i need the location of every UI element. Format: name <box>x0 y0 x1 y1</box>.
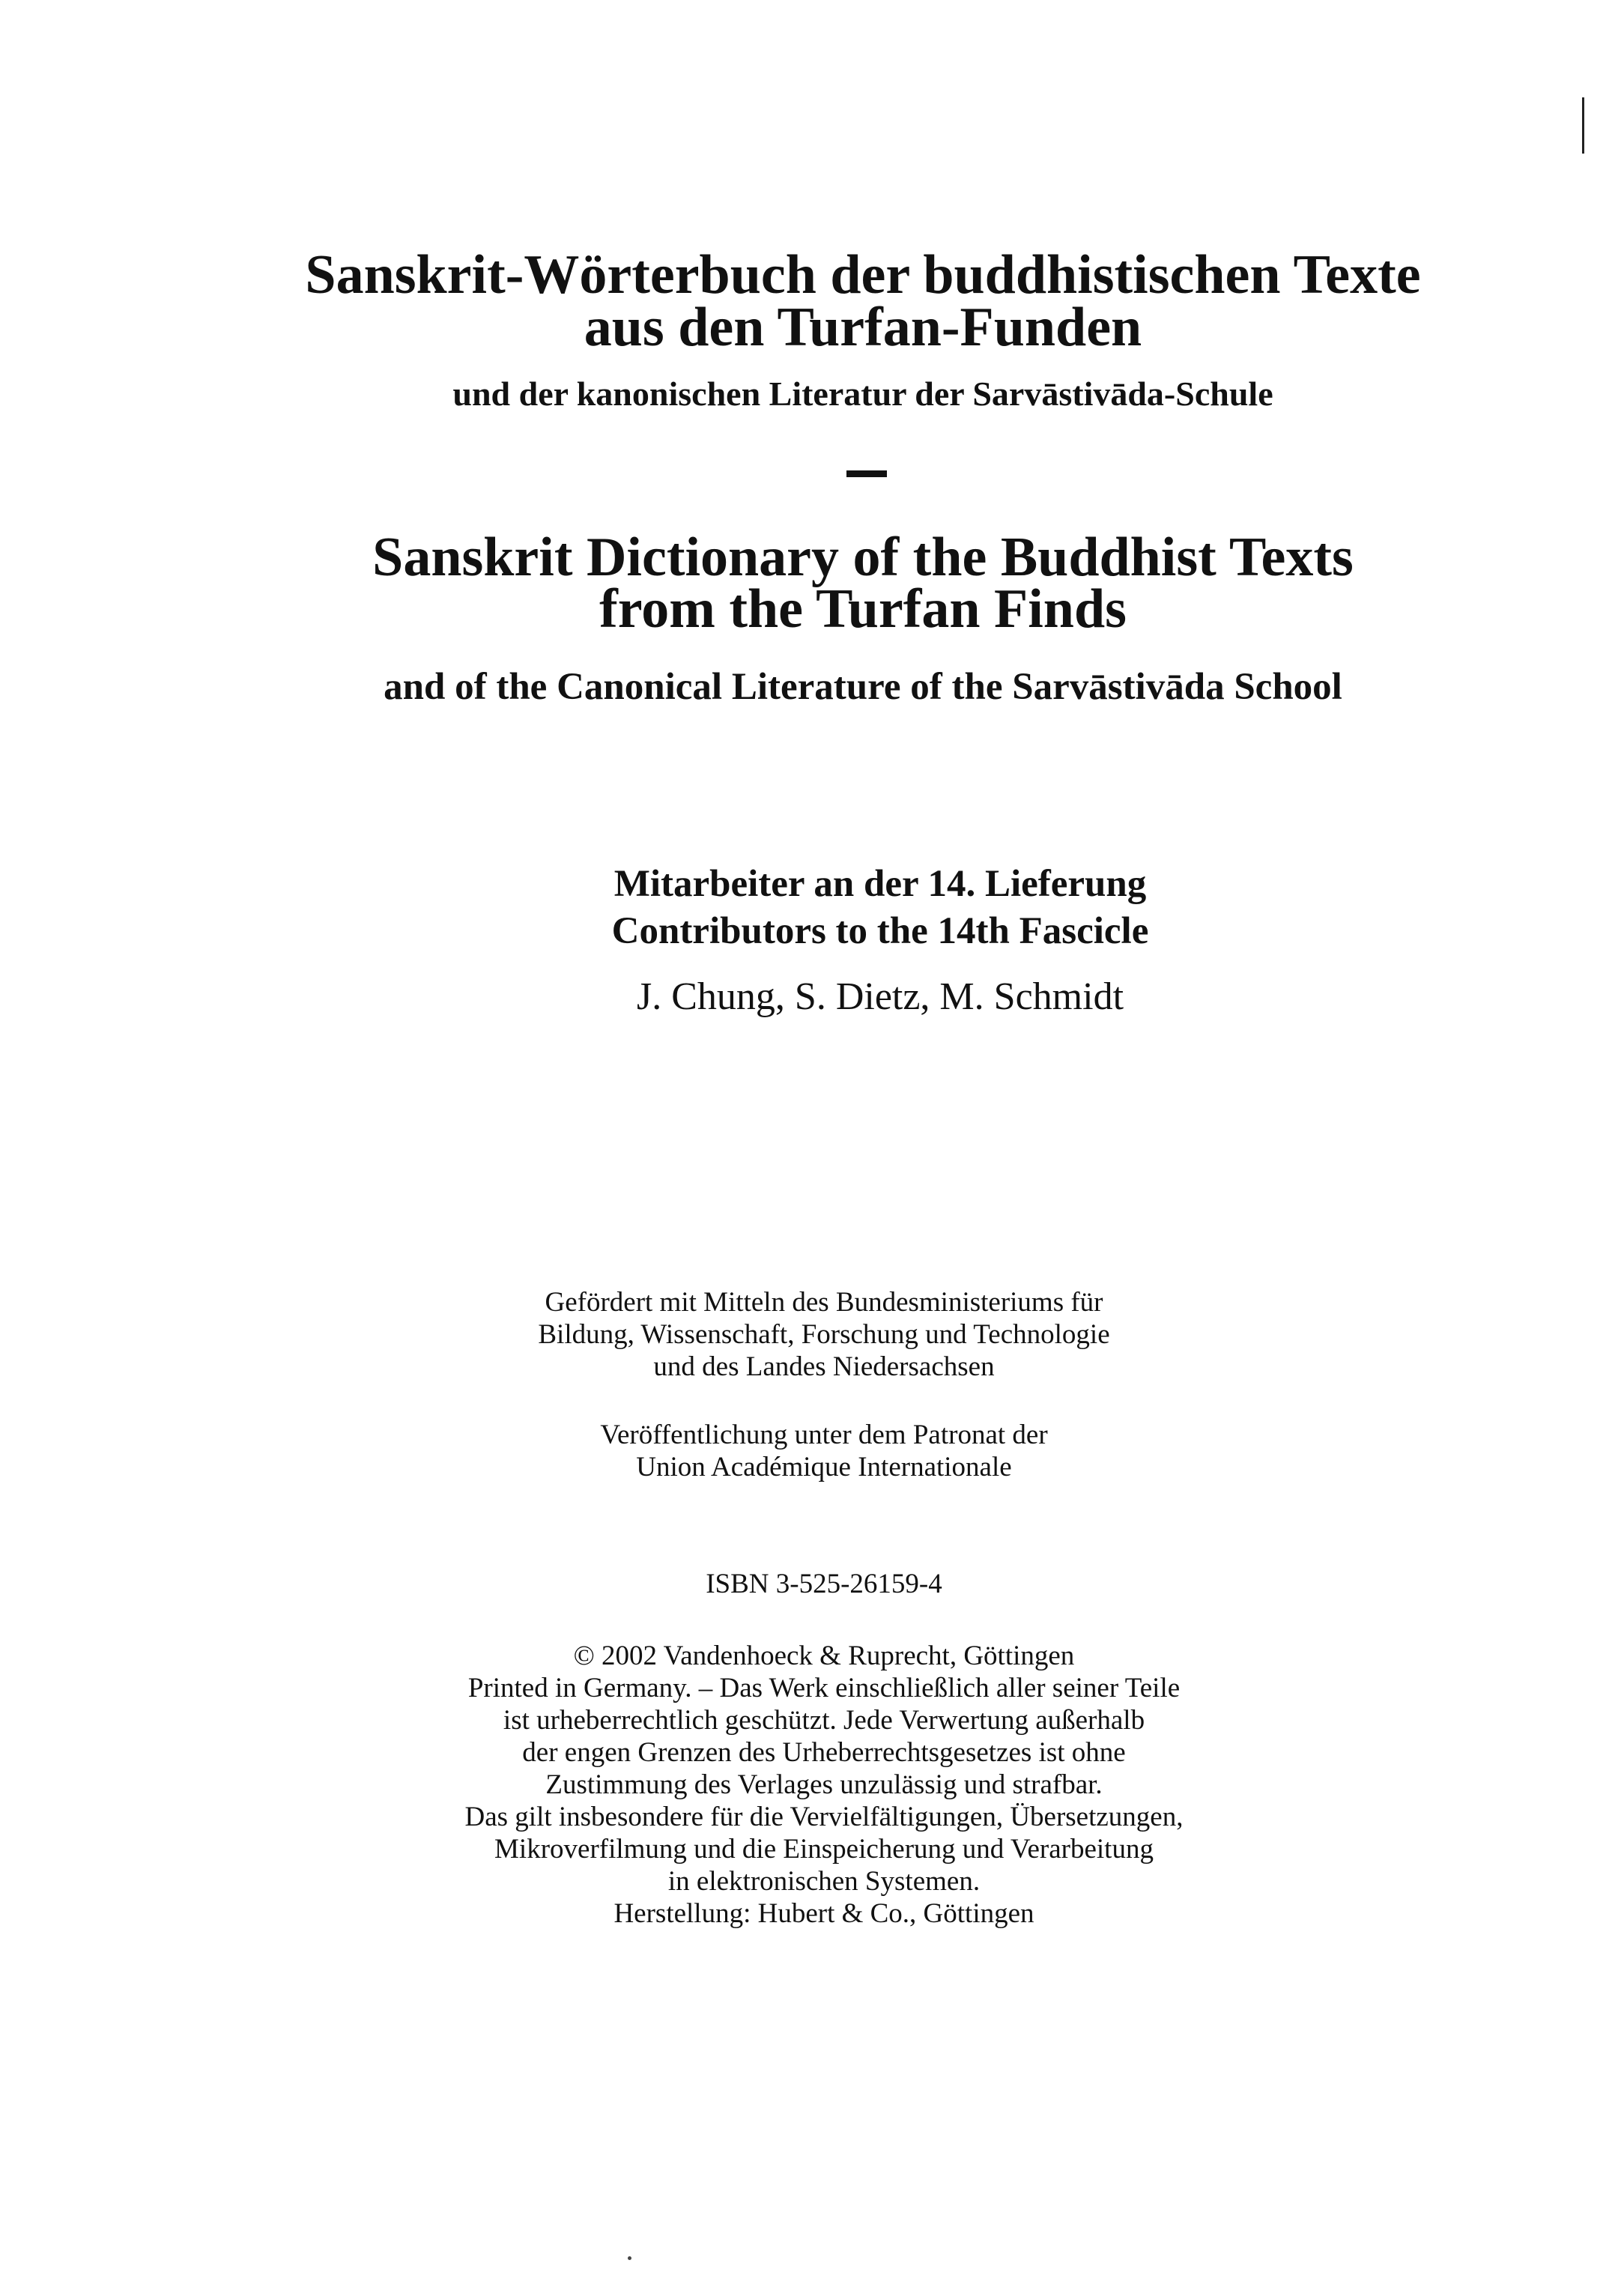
copyright-line-2: Printed in Germany. – Das Werk einschließlich aller seiner Teile <box>467 1673 1181 1703</box>
title-separator-dash <box>846 470 887 477</box>
funding-line-3: und des Landes Niedersachsen <box>653 1351 995 1382</box>
title-en-line-1: Sanskrit Dictionary of the Buddhist Texts <box>372 527 1354 588</box>
copyright-line-3: ist urheberrechtlich geschützt. Jede Verwertung außerhalb <box>503 1705 1145 1736</box>
margin-scan-mark <box>1582 97 1584 154</box>
copyright-line-1: © 2002 Vandenhoeck & Ruprecht, Göttingen <box>573 1641 1075 1671</box>
isbn: ISBN 3-525-26159-4 <box>706 1569 942 1599</box>
title-de-line-2: aus den Turfan-Funden <box>584 297 1142 358</box>
subtitle-en: and of the Canonical Literature of the Sarvāstivāda School <box>384 666 1342 708</box>
patronage-line-2: Union Académique Internationale <box>636 1452 1012 1482</box>
contributors-heading-de: Mitarbeiter an der 14. Lieferung <box>613 863 1147 905</box>
copyright-line-5: Zustimmung des Verlages unzulässig und strafbar. <box>545 1769 1103 1800</box>
copyright-line-8: in elektronischen Systemen. <box>667 1866 981 1897</box>
funding-line-2: Bildung, Wissenschaft, Forschung und Technologie <box>538 1319 1110 1350</box>
copyright-line-7: Mikroverfilmung und die Einspeicherung und Verarbeitung <box>494 1834 1154 1865</box>
copyright-line-4: der engen Grenzen des Urheberrechtsgesetzes ist ohne <box>522 1737 1126 1768</box>
contributor-names: J. Chung, S. Dietz, M. Schmidt <box>636 975 1124 1018</box>
patronage-line-1: Veröffentlichung unter dem Patronat der <box>600 1420 1048 1450</box>
scan-dot-mark <box>628 2256 631 2260</box>
title-de-line-1: Sanskrit-Wörterbuch der buddhistischen Texte <box>305 244 1421 306</box>
funding-line-1: Gefördert mit Mitteln des Bundesministeriums für <box>545 1287 1103 1318</box>
title-en-line-2: from the Turfan Finds <box>599 578 1127 640</box>
subtitle-de: und der kanonischen Literatur der Sarvāstivāda-Schule <box>452 375 1273 413</box>
copyright-line-6: Das gilt insbesondere für die Vervielfältigungen, Übersetzungen, <box>464 1802 1184 1832</box>
copyright-line-9: Herstellung: Hubert & Co., Göttingen <box>613 1898 1034 1929</box>
contributors-heading-en: Contributors to the 14th Fascicle <box>611 910 1149 952</box>
